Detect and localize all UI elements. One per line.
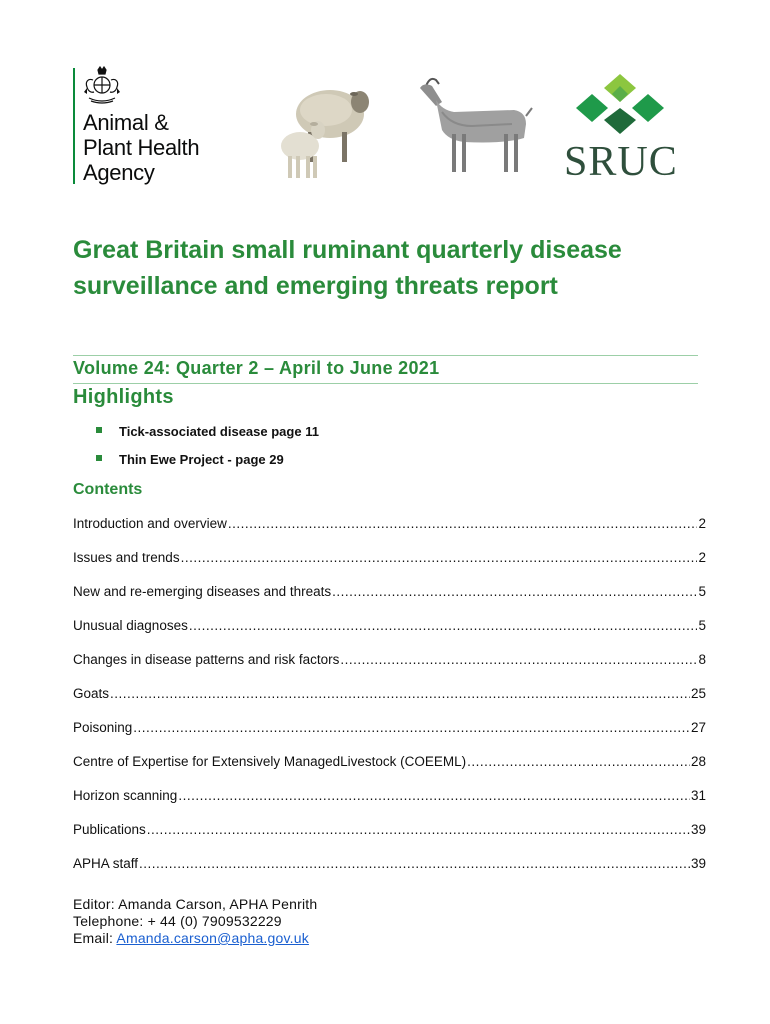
highlight-text: Thin Ewe Project - page 29 [119, 452, 284, 467]
toc-page: 31 [690, 788, 706, 803]
toc-leader [133, 720, 690, 735]
toc-leader [332, 584, 697, 599]
editor-line: Editor: Amanda Carson, APHA Penrith [73, 896, 318, 912]
goat-image [412, 72, 534, 178]
toc-page: 39 [690, 822, 706, 837]
apha-name-line: Agency [83, 160, 155, 185]
toc-leader [110, 686, 690, 701]
email-line [73, 930, 317, 947]
toc-entry[interactable] [73, 652, 706, 686]
toc-page: 39 [690, 856, 706, 871]
toc-page: 2 [698, 550, 706, 565]
toc-leader [228, 516, 698, 531]
toc-title: APHA staff [73, 856, 139, 871]
volume-heading: Volume 24: Quarter 2 – April to June 2021 [73, 358, 440, 378]
toc-title: Introduction and overview [73, 516, 227, 531]
toc-entry[interactable] [73, 754, 706, 788]
toc-entry[interactable] [73, 720, 706, 754]
square-bullet-icon [96, 455, 102, 461]
telephone-line: Telephone: + 44 (0) 7909532229 [73, 913, 282, 929]
toc-title: Horizon scanning [73, 788, 178, 803]
toc-title: Goats [73, 686, 110, 701]
toc-page: 27 [690, 720, 706, 735]
toc-page: 2 [698, 516, 706, 531]
square-bullet-icon [96, 427, 102, 433]
apha-name-line: Animal & [83, 110, 169, 135]
toc-page: 5 [698, 618, 706, 633]
sruc-diamond-logo [560, 72, 682, 138]
highlight-item [96, 424, 319, 452]
toc-entry[interactable] [73, 856, 706, 890]
highlights-list [96, 424, 319, 480]
toc-leader [340, 652, 697, 667]
toc-title: Unusual diagnoses [73, 618, 188, 633]
toc-leader [189, 618, 698, 633]
divider [73, 383, 698, 384]
sruc-wordmark: SRUC [564, 139, 678, 185]
toc-leader [467, 754, 690, 769]
toc-leader [181, 550, 698, 565]
highlight-text: Tick-associated disease page 11 [119, 424, 319, 439]
divider [73, 355, 698, 356]
royal-crest-icon [81, 66, 123, 106]
toc-title: Centre of Expertise for Extensively ManagedLivestock (COEEML) [73, 754, 467, 769]
toc-page: 5 [698, 584, 706, 599]
toc-entry[interactable] [73, 584, 706, 618]
toc-title: Publications [73, 822, 146, 837]
email-label: Email: [73, 930, 117, 946]
toc-entry[interactable] [73, 618, 706, 652]
toc-page: 8 [698, 652, 706, 667]
toc-entry[interactable] [73, 550, 706, 584]
toc-title: Changes in disease patterns and risk factors [73, 652, 340, 667]
toc-leader [147, 822, 690, 837]
toc-entry[interactable] [73, 788, 706, 822]
toc-page: 25 [690, 686, 706, 701]
toc-title: New and re-emerging diseases and threats [73, 584, 332, 599]
toc-title: Poisoning [73, 720, 133, 735]
toc-leader [139, 856, 690, 871]
toc-entry[interactable] [73, 686, 706, 720]
apha-name-line: Plant Health [83, 135, 200, 160]
apha-name [83, 110, 199, 185]
table-of-contents [73, 516, 706, 890]
apha-logo [73, 66, 243, 186]
sheep-image [268, 74, 374, 182]
logo-divider [73, 68, 75, 184]
report-title: Great Britain small ruminant quarterly disease surveillance and emerging threats report [73, 236, 622, 300]
toc-page: 28 [690, 754, 706, 769]
toc-entry[interactable] [73, 822, 706, 856]
toc-entry[interactable] [73, 516, 706, 550]
editor-contact [73, 896, 317, 947]
sruc-logo [560, 72, 682, 184]
highlights-heading: Highlights [73, 386, 174, 408]
highlight-item [96, 452, 319, 480]
email-link[interactable]: Amanda.carson@apha.gov.uk [116, 930, 309, 946]
contents-heading: Contents [73, 481, 143, 498]
toc-leader [178, 788, 690, 803]
toc-title: Issues and trends [73, 550, 180, 565]
